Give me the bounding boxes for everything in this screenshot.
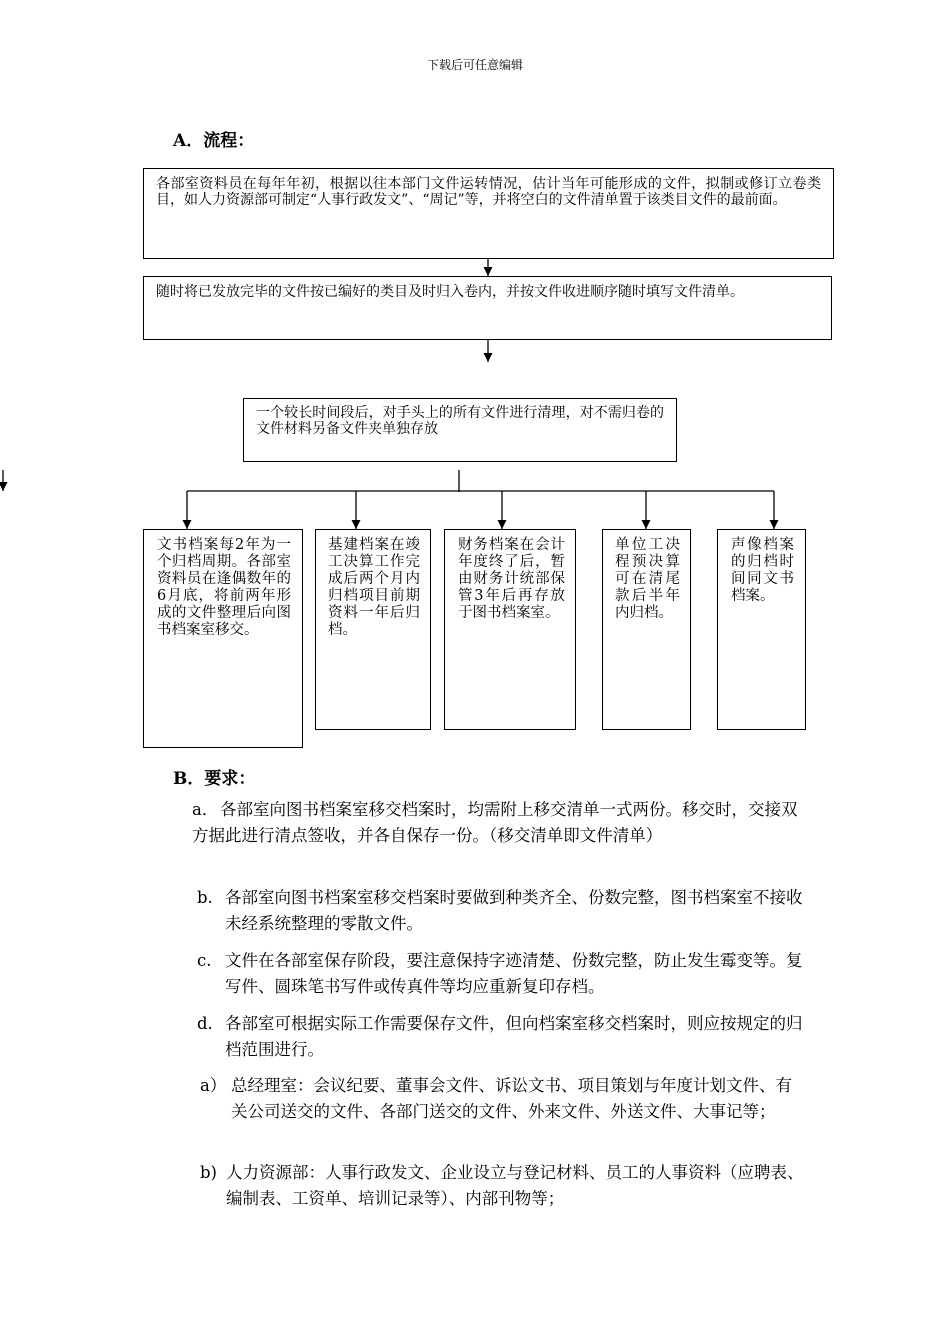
requirement-text: 总经理室：会议纪要、董事会文件、诉讼文书、项目策划与年度计划文件、有关公司送交的文件、各部门送交的文件、外来文件、外送文件、大事记等；: [231, 1076, 792, 1121]
requirement-text: 文件在各部室保存阶段，要注意保持字迹清楚、份数完整，防止发生霉变等。复写件、圆珠笔书写件或传真件等均应重新复印存档。: [225, 951, 803, 996]
branch-box-4: [602, 529, 691, 730]
branch-text-4: 单位工决程预决算可在清尾款后半年内归档。: [615, 537, 680, 621]
requirement-text: 各部室向图书档案室移交档案时要做到种类齐全、份数完整，图书档案室不接收未经系统整理的零散文件。: [225, 888, 803, 933]
requirement-b: [197, 885, 806, 937]
branch-text-3: 财务档案在会计年度终了后，暂由财务计统部保管3年后再存放于图书档案室。: [458, 537, 565, 621]
requirement-d: [197, 1011, 806, 1063]
requirement-label: d.: [197, 1014, 213, 1033]
requirement-label: a．: [192, 800, 219, 819]
branch-box-1: [143, 529, 303, 748]
requirement-text: 各部室向图书档案室移交档案时，均需附上移交清单一式两份。移交时，交接双方据此进行清点签收，并各自保存一份。（移交清单即文件清单）: [192, 800, 798, 845]
flow-step-2-box: [143, 276, 832, 340]
flow-step-3-text: 一个较长时间段后，对手头上的所有文件进行清理，对不需归卷的文件材料另备文件夹单独存放: [256, 405, 664, 437]
requirement-text: 人力资源部：人事行政发文、企业设立与登记材料、员工的人事资料（应聘表、编制表、工资单、培训记录等）、内部刊物等；: [226, 1163, 804, 1208]
requirement-sub-b: [200, 1160, 806, 1212]
branch-text-5: 声像档案的归档时间同文书档案。: [731, 537, 794, 604]
branch-box-3: [444, 529, 576, 730]
requirement-a: [192, 797, 806, 849]
requirement-label: b): [200, 1163, 217, 1182]
branch-text-1: 文书档案每2年为一个归档周期。各部室资料员在逢偶数年的6月底，将前两年形成的文件整理后向图书档案室移交。: [157, 537, 291, 638]
requirement-text: 各部室可根据实际工作需要保存文件，但向档案室移交档案时，则应按规定的归档范围进行。: [225, 1014, 803, 1059]
flow-step-1-text: 各部室资料员在每年年初，根据以往本部门文件运转情况，估计当年可能形成的文件，拟制或修订立卷类目，如人力资源部可制定“人事行政发文”、“周记”等，并将空白的文件清单置于该类目文件的最前面。: [156, 176, 821, 208]
section-a-title: A．流程：: [173, 131, 255, 151]
requirement-label: c.: [197, 951, 212, 970]
requirement-c: [197, 948, 806, 1000]
flow-step-2-text: 随时将已发放完毕的文件按已编好的类目及时归入卷内，并按文件收进顺序随时填写文件清单。: [156, 284, 744, 300]
branch-box-2: [315, 529, 431, 730]
requirement-label: b.: [197, 888, 213, 907]
flow-step-1-box: [143, 168, 834, 259]
branch-text-2: 基建档案在竣工决算工作完成后两个月内归档项目前期资料一年后归档。: [328, 537, 420, 638]
branch-box-5: [717, 529, 806, 730]
flow-step-3-box: [243, 398, 677, 462]
section-b-title: B．要求：: [173, 769, 256, 789]
requirement-sub-a: [200, 1073, 806, 1125]
header-note: 下载后可任意编辑: [426, 58, 523, 72]
requirement-label: a）: [200, 1076, 227, 1095]
